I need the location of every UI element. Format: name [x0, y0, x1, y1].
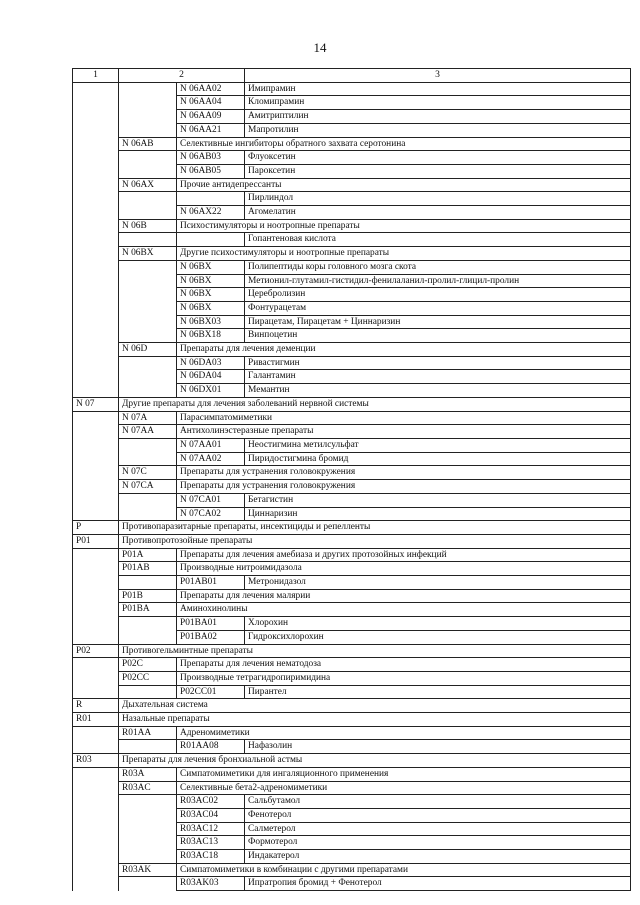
empty-cell	[119, 288, 177, 302]
atc-name-cell: Циннаризин	[245, 507, 631, 521]
atc-code-cell: N 06AA02	[177, 82, 245, 96]
table-row	[73, 384, 631, 398]
empty-cell	[119, 836, 177, 850]
atc-code-cell: N 06DX01	[177, 384, 245, 398]
empty-cell	[73, 425, 119, 439]
table-row	[73, 247, 631, 261]
atc-name-cell: Дыхательная система	[119, 699, 631, 713]
empty-cell	[119, 452, 177, 466]
table-row	[73, 178, 631, 192]
table-row	[73, 548, 631, 562]
column-header-1: 1	[73, 69, 119, 83]
atc-code-cell: N 06BX18	[177, 329, 245, 343]
empty-cell	[119, 301, 177, 315]
empty-cell	[73, 233, 119, 247]
atc-code-cell: N 07AA02	[177, 452, 245, 466]
table-row	[73, 343, 631, 357]
atc-code-cell: N 06AB05	[177, 164, 245, 178]
empty-cell	[73, 329, 119, 343]
empty-cell	[119, 192, 177, 206]
empty-cell	[73, 82, 119, 96]
atc-code-cell: N 07	[73, 397, 119, 411]
column-header-2: 2	[119, 69, 245, 83]
table-row	[73, 713, 631, 727]
atc-code-cell: P01BA01	[177, 617, 245, 631]
table-row	[73, 82, 631, 96]
empty-cell	[73, 726, 119, 740]
empty-cell	[73, 315, 119, 329]
empty-cell	[73, 617, 119, 631]
table-row	[73, 329, 631, 343]
atc-name-cell: Противопаразитарные препараты, инсектициды и репелленты	[119, 521, 631, 535]
empty-cell	[119, 576, 177, 590]
empty-cell	[73, 576, 119, 590]
atc-name-cell: Парасимпатомиметики	[177, 411, 631, 425]
empty-cell	[119, 808, 177, 822]
atc-code-cell: P01	[73, 534, 119, 548]
table-row	[73, 603, 631, 617]
empty-cell	[73, 548, 119, 562]
empty-cell	[73, 493, 119, 507]
empty-cell	[119, 617, 177, 631]
empty-cell	[73, 808, 119, 822]
empty-cell	[119, 822, 177, 836]
table-row	[73, 822, 631, 836]
atc-code-cell: P01AB	[119, 562, 177, 576]
atc-code-cell: N 07CA	[119, 480, 177, 494]
table-row	[73, 630, 631, 644]
empty-cell	[73, 603, 119, 617]
atc-code-cell: N 06BX03	[177, 315, 245, 329]
atc-code-cell: N 06BX	[177, 274, 245, 288]
atc-code-cell: N 06BX	[177, 301, 245, 315]
atc-code-cell: R03AC13	[177, 836, 245, 850]
empty-cell	[119, 164, 177, 178]
table-row	[73, 521, 631, 535]
empty-cell	[119, 96, 177, 110]
table-row	[73, 534, 631, 548]
atc-name-cell: Симпатомиметики для ингаляционного применения	[177, 767, 631, 781]
atc-code-cell: R03AC18	[177, 850, 245, 864]
table-row	[73, 315, 631, 329]
table-row	[73, 356, 631, 370]
table-row	[73, 699, 631, 713]
atc-code-cell: P	[73, 521, 119, 535]
table-row	[73, 452, 631, 466]
empty-cell	[119, 493, 177, 507]
empty-cell	[73, 836, 119, 850]
table-row	[73, 466, 631, 480]
atc-name-cell: Кломипрамин	[245, 96, 631, 110]
atc-code-cell: N 06B	[119, 219, 177, 233]
atc-name-cell: Формотерол	[245, 836, 631, 850]
atc-name-cell: Хлорохин	[245, 617, 631, 631]
atc-name-cell: Винпоцетин	[245, 329, 631, 343]
empty-cell	[119, 685, 177, 699]
empty-cell	[73, 288, 119, 302]
empty-cell	[119, 123, 177, 137]
empty-cell	[119, 507, 177, 521]
table-row	[73, 110, 631, 124]
atc-classification-table	[72, 68, 631, 891]
atc-name-cell: Церебролизин	[245, 288, 631, 302]
table-row	[73, 507, 631, 521]
table-row	[73, 658, 631, 672]
atc-name-cell: Аминохинолины	[177, 603, 631, 617]
table-row	[73, 96, 631, 110]
atc-code-cell: P01AB01	[177, 576, 245, 590]
table-row	[73, 480, 631, 494]
table-row	[73, 206, 631, 220]
atc-name-cell: Пиридостигмина бромид	[245, 452, 631, 466]
empty-cell	[73, 630, 119, 644]
atc-code-cell: P02CC	[119, 671, 177, 685]
atc-name-cell: Пирлиндол	[245, 192, 631, 206]
atc-name-cell: Сальбутамол	[245, 795, 631, 809]
atc-name-cell: Фонтурацетам	[245, 301, 631, 315]
atc-code-cell: R	[73, 699, 119, 713]
table-row	[73, 438, 631, 452]
atc-name-cell: Селективные ингибиторы обратного захвата серотонина	[177, 137, 631, 151]
empty-cell	[73, 452, 119, 466]
atc-name-cell: Ипратропия бромид + Фенотерол	[245, 877, 631, 891]
empty-cell	[73, 192, 119, 206]
atc-code-cell: R03AK03	[177, 877, 245, 891]
atc-code-cell: N 06AA04	[177, 96, 245, 110]
atc-code-cell: R03AC02	[177, 795, 245, 809]
empty-cell	[73, 671, 119, 685]
atc-code-cell: N 07CA01	[177, 493, 245, 507]
empty-cell	[73, 178, 119, 192]
atc-code-cell: R03AC	[119, 781, 177, 795]
atc-name-cell: Препараты для лечения нематодоза	[177, 658, 631, 672]
atc-name-cell: Другие психостимуляторы и ноотропные препараты	[177, 247, 631, 261]
atc-name-cell: Галантамин	[245, 370, 631, 384]
empty-cell	[119, 110, 177, 124]
empty-cell	[119, 82, 177, 96]
atc-name-cell: Препараты для устранения головокружения	[177, 466, 631, 480]
column-header-3: 3	[245, 69, 631, 83]
atc-name-cell: Нафазолин	[245, 740, 631, 754]
table-row	[73, 589, 631, 603]
empty-cell	[119, 630, 177, 644]
atc-code-cell: P01A	[119, 548, 177, 562]
empty-cell	[119, 370, 177, 384]
empty-cell	[73, 384, 119, 398]
empty-cell	[73, 466, 119, 480]
empty-cell	[73, 850, 119, 864]
empty-cell	[73, 507, 119, 521]
empty-cell	[119, 274, 177, 288]
table-row	[73, 562, 631, 576]
empty-cell	[73, 863, 119, 877]
atc-code-cell: N 06D	[119, 343, 177, 357]
empty-cell	[119, 384, 177, 398]
empty-cell	[119, 151, 177, 165]
empty-cell	[73, 137, 119, 151]
atc-name-cell: Имипрамин	[245, 82, 631, 96]
atc-code-cell: N 07AA01	[177, 438, 245, 452]
table-row	[73, 260, 631, 274]
atc-name-cell: Пирацетам, Пирацетам + Циннаризин	[245, 315, 631, 329]
table-row	[73, 795, 631, 809]
table-row	[73, 850, 631, 864]
atc-code-cell: R03A	[119, 767, 177, 781]
atc-name-cell: Метронидазол	[245, 576, 631, 590]
atc-name-cell: Прочие антидепрессанты	[177, 178, 631, 192]
atc-name-cell: Агомелатин	[245, 206, 631, 220]
empty-cell	[119, 850, 177, 864]
empty-cell	[73, 274, 119, 288]
empty-cell	[119, 260, 177, 274]
atc-code-cell: R03AC12	[177, 822, 245, 836]
page-number: 14	[313, 40, 327, 55]
atc-code-cell: P01BA	[119, 603, 177, 617]
empty-cell	[119, 438, 177, 452]
empty-cell	[73, 123, 119, 137]
empty-cell	[73, 260, 119, 274]
atc-name-cell: Гопантеновая кислота	[245, 233, 631, 247]
empty-cell	[73, 740, 119, 754]
table-row	[73, 754, 631, 768]
table-row	[73, 576, 631, 590]
atc-code-cell: N 06BX	[177, 260, 245, 274]
atc-name-cell: Противопротозойные препараты	[119, 534, 631, 548]
atc-code-cell: P02	[73, 644, 119, 658]
atc-name-cell: Амитриптилин	[245, 110, 631, 124]
atc-code-cell: N 06AA21	[177, 123, 245, 137]
table-row	[73, 726, 631, 740]
atc-name-cell: Фенотерол	[245, 808, 631, 822]
empty-cell	[73, 877, 119, 891]
atc-name-cell: Препараты для лечения бронхиальной астмы	[119, 754, 631, 768]
empty-cell	[119, 206, 177, 220]
empty-cell	[73, 438, 119, 452]
table-row	[73, 836, 631, 850]
table-row	[73, 301, 631, 315]
table-row	[73, 164, 631, 178]
table-row	[73, 781, 631, 795]
table-row	[73, 397, 631, 411]
table-row	[73, 740, 631, 754]
table-header-row	[73, 69, 631, 83]
table-row	[73, 863, 631, 877]
table-row	[73, 425, 631, 439]
empty-cell	[119, 795, 177, 809]
atc-code-cell: P02CC01	[177, 685, 245, 699]
atc-name-cell: Противогельминтные препараты	[119, 644, 631, 658]
atc-code-cell: N 06AA09	[177, 110, 245, 124]
empty-cell	[73, 356, 119, 370]
atc-code-cell: R03	[73, 754, 119, 768]
atc-name-cell: Полипептиды коры головного мозга скота	[245, 260, 631, 274]
atc-name-cell: Препараты для устранения головокружения	[177, 480, 631, 494]
atc-name-cell: Препараты для лечения деменции	[177, 343, 631, 357]
empty-cell	[119, 740, 177, 754]
table-row	[73, 123, 631, 137]
table-row	[73, 137, 631, 151]
empty-cell	[73, 795, 119, 809]
table-row	[73, 151, 631, 165]
atc-code-cell: R01AA08	[177, 740, 245, 754]
empty-cell	[73, 247, 119, 261]
atc-name-cell: Производные тетрагидропиримидина	[177, 671, 631, 685]
atc-code-cell	[177, 233, 245, 247]
atc-name-cell: Неостигмина метилсульфат	[245, 438, 631, 452]
atc-code-cell: N 06BX	[177, 288, 245, 302]
atc-name-cell: Салметерол	[245, 822, 631, 836]
atc-name-cell: Мапротилин	[245, 123, 631, 137]
table-row	[73, 411, 631, 425]
atc-code-cell: P01BA02	[177, 630, 245, 644]
empty-cell	[73, 370, 119, 384]
table-row	[73, 617, 631, 631]
atc-name-cell: Производные нитроимидазола	[177, 562, 631, 576]
atc-name-cell: Ривастигмин	[245, 356, 631, 370]
empty-cell	[73, 219, 119, 233]
atc-code-cell: N 06BX	[119, 247, 177, 261]
atc-name-cell: Психостимуляторы и ноотропные препараты	[177, 219, 631, 233]
atc-name-cell: Мемантин	[245, 384, 631, 398]
atc-code-cell: N 06DA04	[177, 370, 245, 384]
empty-cell	[73, 822, 119, 836]
table-row	[73, 685, 631, 699]
atc-name-cell: Другие препараты для лечения заболеваний нервной системы	[119, 397, 631, 411]
atc-code-cell: R03AC04	[177, 808, 245, 822]
table-row	[73, 274, 631, 288]
atc-name-cell: Назальные препараты	[119, 713, 631, 727]
atc-name-cell: Препараты для лечения малярии	[177, 589, 631, 603]
atc-code-cell: R01AA	[119, 726, 177, 740]
atc-code-cell: R03AK	[119, 863, 177, 877]
atc-name-cell: Бетагистин	[245, 493, 631, 507]
empty-cell	[73, 96, 119, 110]
empty-cell	[119, 356, 177, 370]
table-row	[73, 370, 631, 384]
empty-cell	[73, 767, 119, 781]
empty-cell	[73, 151, 119, 165]
empty-cell	[73, 206, 119, 220]
atc-code-cell: N 06AX22	[177, 206, 245, 220]
table-row	[73, 288, 631, 302]
atc-name-cell: Метионил-глутамил-гистидил-фенилаланил-пролил-глицил-пролин	[245, 274, 631, 288]
table-row	[73, 493, 631, 507]
atc-name-cell: Пирантел	[245, 685, 631, 699]
empty-cell	[73, 658, 119, 672]
atc-name-cell: Селективные бета2-адреномиметики	[177, 781, 631, 795]
atc-code-cell: N 06DA03	[177, 356, 245, 370]
atc-code-cell: N 06AB	[119, 137, 177, 151]
empty-cell	[73, 343, 119, 357]
table-row	[73, 808, 631, 822]
table-row	[73, 671, 631, 685]
table-row	[73, 192, 631, 206]
empty-cell	[119, 233, 177, 247]
atc-code-cell: P02C	[119, 658, 177, 672]
atc-name-cell: Адреномиметики	[177, 726, 631, 740]
empty-cell	[73, 781, 119, 795]
atc-code-cell: N 07A	[119, 411, 177, 425]
atc-name-cell: Пароксетин	[245, 164, 631, 178]
table-row	[73, 219, 631, 233]
empty-cell	[73, 301, 119, 315]
empty-cell	[119, 315, 177, 329]
atc-name-cell: Гидроксихлорохин	[245, 630, 631, 644]
empty-cell	[73, 480, 119, 494]
atc-code-cell	[177, 192, 245, 206]
atc-code-cell: N 07C	[119, 466, 177, 480]
table-row	[73, 233, 631, 247]
atc-name-cell: Флуоксетин	[245, 151, 631, 165]
atc-code-cell: P01B	[119, 589, 177, 603]
atc-code-cell: N 07CA02	[177, 507, 245, 521]
empty-cell	[73, 562, 119, 576]
empty-cell	[73, 164, 119, 178]
empty-cell	[119, 877, 177, 891]
atc-code-cell: R01	[73, 713, 119, 727]
atc-name-cell: Индакатерол	[245, 850, 631, 864]
atc-name-cell: Препараты для лечения амебиаза и других протозойных инфекций	[177, 548, 631, 562]
table-row	[73, 644, 631, 658]
empty-cell	[119, 329, 177, 343]
empty-cell	[73, 685, 119, 699]
table-row	[73, 877, 631, 891]
empty-cell	[73, 110, 119, 124]
empty-cell	[73, 411, 119, 425]
table-row	[73, 767, 631, 781]
atc-name-cell: Симпатомиметики в комбинации с другими препаратами	[177, 863, 631, 877]
atc-code-cell: N 06AB03	[177, 151, 245, 165]
atc-code-cell: N 07AA	[119, 425, 177, 439]
atc-name-cell: Антихолинэстеразные препараты	[177, 425, 631, 439]
atc-code-cell: N 06AX	[119, 178, 177, 192]
empty-cell	[73, 589, 119, 603]
